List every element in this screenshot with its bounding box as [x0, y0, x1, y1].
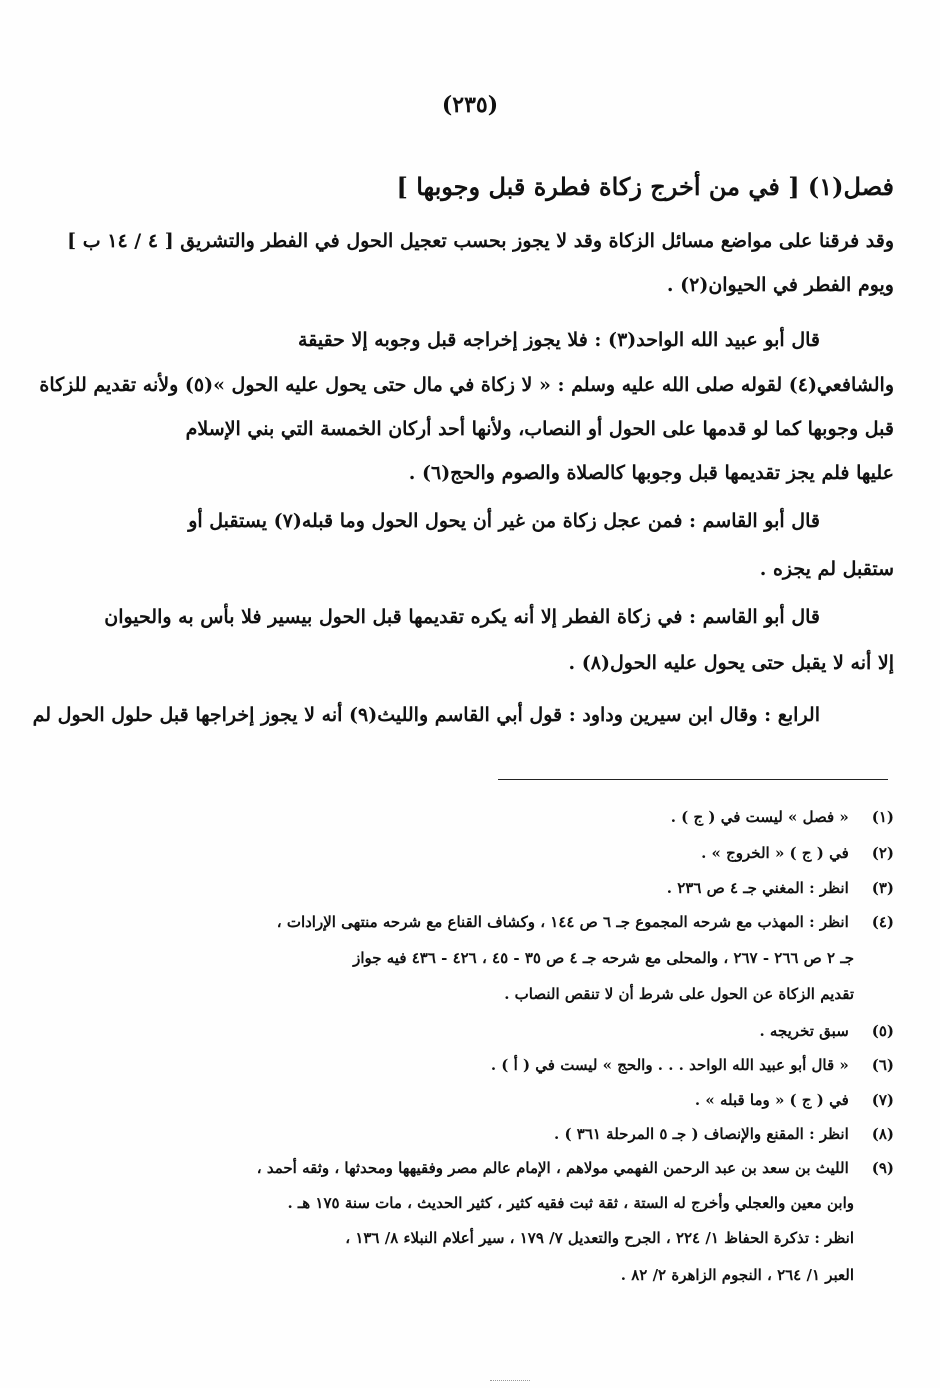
footnote-text: الليث بن سعد بن عبد الرحمن الفهمي مولاهم ، الإمام عالم مصر وفقيهها ومحدثها ، وثقه أحمد ،: [256, 1159, 849, 1177]
paragraph-4-line-1: قال أبو القاسم : في زكاة الفطر إلا أنه يكره تقديمها قبل الحول بيسير فلا بأس به والحيوان: [104, 606, 820, 628]
paragraph-5-line-1: الرابع : وقال ابن سيرين وداود : قول أبي القاسم والليث(٩) أنه لا يجوز إخراجها قبل حلول الحول لم: [32, 704, 820, 726]
paragraph-2-line-3: قبل وجوبها كما لو قدمها على الحول أو النصاب، ولأنها أحد أركان الخمسة التي بني الإسلام: [185, 418, 894, 440]
footnote-number: (١): [871, 808, 894, 826]
footnote-number: (٦): [871, 1056, 894, 1074]
footnote-number: (٧): [871, 1091, 894, 1109]
footnote-6: [44, 1054, 894, 1076]
footnote-4-continuation-2: تقديم الزكاة عن الحول على شرط أن لا تنقص النصاب .: [504, 985, 854, 1003]
footnote-text: انظر : المقنع والإنصاف ( جـ ٥ المرحلة ٣٦١ ) .: [554, 1125, 849, 1143]
scan-artifact: [490, 1380, 530, 1381]
footnote-4-continuation-1: جـ ٢ ص ٢٦٦ - ٢٦٧ ، والمحلى مع شرحه جـ ٤ ص ٣٥ - ٤٥ ، ٤٢٦ - ٤٣٦ فيه جواز: [353, 949, 854, 967]
footnote-9-continuation-2: انظر : تذكرة الحفاظ ١/ ٢٢٤ ، الجرح والتعديل ٧/ ١٧٩ ، سير أعلام النبلاء ٨/ ١٣٦ ،: [345, 1229, 854, 1247]
footnote-number: (٣): [871, 879, 894, 897]
paragraph-3-line-1: قال أبو القاسم : فمن عجل زكاة من غير أن يحول الحول وما قبله(٧) يستقبل أو: [188, 510, 820, 532]
paragraph-3-line-2: ستقبل لم يجزه .: [759, 558, 894, 580]
footnote-number: (٤): [871, 913, 894, 931]
page-number: (٢٣٥): [441, 92, 499, 118]
footnote-number: (٩): [871, 1159, 894, 1177]
footnote-1: [44, 806, 894, 828]
footnote-text: « فصل » ليست في ( ج ) .: [670, 808, 849, 826]
paragraph-1-line-2: ويوم الفطر في الحيوان(٢) .: [666, 274, 894, 296]
footnote-9-continuation-3: العبر ١/ ٢٦٤ ، النجوم الزاهرة ٢/ ٨٢ .: [620, 1266, 854, 1284]
footnote-4: [44, 911, 894, 933]
footnote-3: [44, 877, 894, 899]
footnote-8: [44, 1123, 894, 1145]
footnote-text: في ( ج ) « وما قبله » .: [694, 1091, 849, 1109]
paragraph-2-line-2: والشافعي(٤) لقوله صلى الله عليه وسلم : « لا زكاة في مال حتى يحول عليه الحول »(٥) ولأنه تقديم للزكاة: [39, 374, 894, 396]
paragraph-4-line-2: إلا أنه لا يقبل حتى يحول عليه الحول(٨) .: [568, 652, 894, 674]
footnote-9-continuation-1: وابن معين والعجلي وأخرج له الستة ، ثقة ثبت فقيه كثير ، كثير الحديث ، مات سنة ١٧٥ هـ .: [287, 1194, 854, 1212]
footnote-number: (٥): [871, 1022, 894, 1040]
footnote-text: سبق تخريجه .: [759, 1022, 849, 1040]
footnote-9: [44, 1157, 894, 1179]
footnote-5: [44, 1020, 894, 1042]
footnote-2: [44, 842, 894, 864]
footnote-divider: [498, 779, 888, 780]
footnote-text: « قال أبو عبيد الله الواحد . . . والحج » ليست في ( أ ) .: [490, 1056, 849, 1074]
footnote-7: [44, 1089, 894, 1111]
section-heading: فصل(١) [ في من أخرج زكاة فطرة قبل وجوبها ]: [396, 172, 894, 201]
footnote-text: انظر : المهذب مع شرحه المجموع جـ ٦ ص ١٤٤ ، وكشاف القناع مع شرحه منتهى الإرادات ،: [276, 913, 849, 931]
footnote-number: (٨): [871, 1125, 894, 1143]
paragraph-1-line-1: وقد فرقنا على مواضع مسائل الزكاة وقد لا يجوز بحسب تعجيل الحول في الفطر والتشريق [ ٤ / ١٤ ب ]: [67, 230, 894, 252]
paragraph-2-line-1: قال أبو عبيد الله الواحد(٣) : فلا يجوز إخراجه قبل وجوبه إلا حقيقة: [298, 329, 820, 351]
paragraph-2-line-4: عليها فلم يجز تقديمها قبل وجوبها كالصلاة والصوم والحج(٦) .: [408, 462, 894, 484]
footnote-number: (٢): [871, 844, 894, 862]
footnote-text: في ( ج ) « الخروج » .: [701, 844, 849, 862]
footnote-text: انظر : المغني جـ ٤ ص ٢٣٦ .: [666, 879, 849, 897]
